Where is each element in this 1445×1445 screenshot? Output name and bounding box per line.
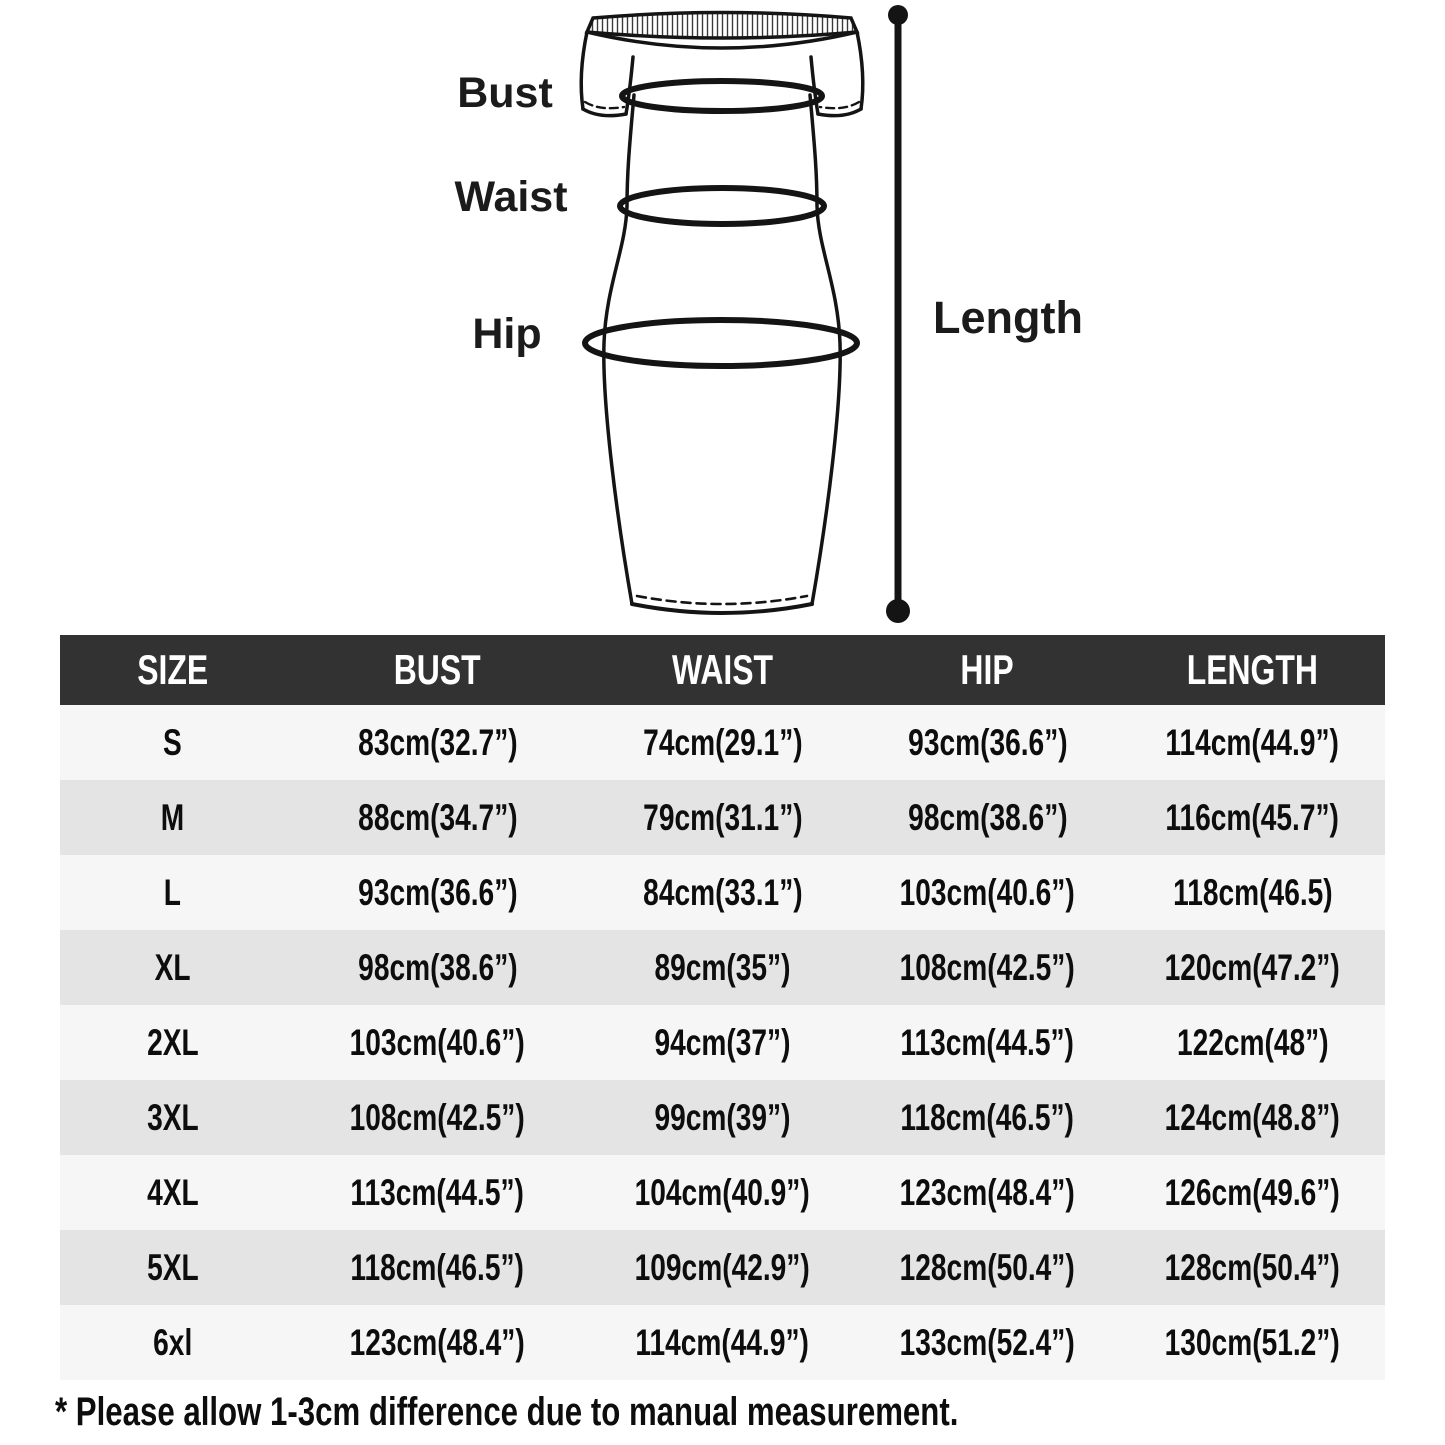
waist-value: 89cm(35”) xyxy=(654,946,791,988)
waist-value: 74cm(29.1”) xyxy=(642,721,803,763)
length-value: 124cm(48.8”) xyxy=(1164,1096,1341,1138)
cell-waist xyxy=(590,780,855,855)
cell-bust xyxy=(285,705,590,780)
col-header-hip xyxy=(855,635,1120,705)
cell-length xyxy=(1120,1155,1385,1230)
dress-body-left-edge xyxy=(604,95,634,604)
hip-value: 128cm(50.4”) xyxy=(899,1246,1076,1288)
cell-length xyxy=(1120,855,1385,930)
length-line-bottom-dot xyxy=(886,599,910,623)
cell-bust xyxy=(285,780,590,855)
hip-value: 123cm(48.4”) xyxy=(899,1171,1076,1213)
col-header-hip-label: HIP xyxy=(960,646,1015,693)
size-value: 4XL xyxy=(146,1171,199,1213)
measurement-disclaimer xyxy=(55,1390,1213,1435)
length-value: 116cm(45.7”) xyxy=(1165,796,1340,838)
dress-body-right-edge xyxy=(810,95,840,604)
cell-waist xyxy=(590,1005,855,1080)
left-cuff-stitch-dashed xyxy=(585,102,624,108)
cell-size xyxy=(60,930,285,1005)
cell-hip xyxy=(855,1305,1120,1380)
waist-value: 79cm(31.1”) xyxy=(642,796,803,838)
hip-value: 113cm(44.5”) xyxy=(900,1021,1075,1063)
cell-hip xyxy=(855,1155,1120,1230)
cell-hip xyxy=(855,705,1120,780)
bust-value: 113cm(44.5”) xyxy=(350,1171,525,1213)
cell-bust xyxy=(285,855,590,930)
hip-value: 103cm(40.6”) xyxy=(899,871,1076,913)
bust-measure-ellipse xyxy=(622,81,822,111)
cell-waist xyxy=(590,855,855,930)
cell-waist xyxy=(590,930,855,1005)
length-value: 118cm(46.5) xyxy=(1172,871,1333,913)
bust-value: 108cm(42.5”) xyxy=(350,1096,526,1138)
waist-value: 109cm(42.9”) xyxy=(634,1246,811,1288)
waist-label: Waist xyxy=(454,173,568,221)
cell-waist xyxy=(590,1230,855,1305)
right-sleeve-cuff xyxy=(818,109,861,116)
right-sleeve-outer-edge xyxy=(857,32,863,109)
hip-value: 98cm(38.6”) xyxy=(907,796,1068,838)
cell-hip xyxy=(855,930,1120,1005)
cell-size xyxy=(60,780,285,855)
bust-value: 123cm(48.4”) xyxy=(350,1321,526,1363)
bust-value: 83cm(32.7”) xyxy=(357,721,518,763)
col-header-size xyxy=(60,635,285,705)
size-chart-table xyxy=(60,635,1385,1380)
hip-value: 118cm(46.5”) xyxy=(900,1096,1075,1138)
cell-bust xyxy=(285,1005,590,1080)
size-value: 6xl xyxy=(153,1321,193,1363)
waist-value: 94cm(37”) xyxy=(654,1021,791,1063)
col-header-bust xyxy=(285,635,590,705)
cell-hip xyxy=(855,780,1120,855)
table-row-3xl xyxy=(60,1080,1385,1155)
cell-size xyxy=(60,1080,285,1155)
length-value: 130cm(51.2”) xyxy=(1164,1321,1341,1363)
cell-bust xyxy=(285,930,590,1005)
table-row-l xyxy=(60,855,1385,930)
waist-value: 84cm(33.1”) xyxy=(642,871,803,913)
right-cuff-stitch-dashed xyxy=(820,102,859,108)
cell-hip xyxy=(855,1005,1120,1080)
table-row-6xl xyxy=(60,1305,1385,1380)
cell-hip xyxy=(855,855,1120,930)
col-header-bust-label: BUST xyxy=(394,646,482,693)
length-label: Length xyxy=(933,292,1083,343)
length-value: 120cm(47.2”) xyxy=(1164,946,1341,988)
size-table-header-row xyxy=(60,635,1385,705)
length-value: 126cm(49.6”) xyxy=(1164,1171,1341,1213)
length-value: 122cm(48”) xyxy=(1176,1021,1329,1063)
table-row-5xl xyxy=(60,1230,1385,1305)
left-sleeve-outer-edge xyxy=(581,32,587,109)
cell-length xyxy=(1120,1305,1385,1380)
size-value: 5XL xyxy=(146,1246,199,1288)
length-line-top-dot xyxy=(888,5,908,25)
dress-hem-stitch-dashed xyxy=(637,596,807,604)
table-row-m xyxy=(60,780,1385,855)
cell-waist xyxy=(590,1155,855,1230)
hip-value: 133cm(52.4”) xyxy=(899,1321,1076,1363)
cell-hip xyxy=(855,1080,1120,1155)
dress-measurement-diagram xyxy=(0,0,1445,632)
length-value: 114cm(44.9”) xyxy=(1165,721,1340,763)
hip-value: 93cm(36.6”) xyxy=(907,721,1068,763)
bust-label: Bust xyxy=(457,69,553,117)
cell-length xyxy=(1120,930,1385,1005)
dress-outline-drawing xyxy=(581,13,863,614)
size-table-body xyxy=(60,705,1385,1380)
cell-size xyxy=(60,1155,285,1230)
waist-value: 104cm(40.9”) xyxy=(634,1171,811,1213)
cell-hip xyxy=(855,1230,1120,1305)
cell-size xyxy=(60,1305,285,1380)
size-value: 3XL xyxy=(146,1096,199,1138)
waist-measure-ellipse xyxy=(620,188,824,224)
cell-bust xyxy=(285,1155,590,1230)
cell-length xyxy=(1120,1230,1385,1305)
col-header-size-label: SIZE xyxy=(137,646,209,693)
cell-length xyxy=(1120,705,1385,780)
waist-value: 114cm(44.9”) xyxy=(635,1321,810,1363)
table-row-4xl xyxy=(60,1155,1385,1230)
bust-value: 98cm(38.6”) xyxy=(357,946,518,988)
waist-value: 99cm(39”) xyxy=(654,1096,791,1138)
cell-waist xyxy=(590,1080,855,1155)
cell-bust xyxy=(285,1080,590,1155)
cell-length xyxy=(1120,780,1385,855)
cell-size xyxy=(60,1005,285,1080)
cell-waist xyxy=(590,1305,855,1380)
cell-bust xyxy=(285,1230,590,1305)
size-value: L xyxy=(164,871,182,913)
col-header-waist xyxy=(590,635,855,705)
length-measure-line xyxy=(886,5,910,623)
size-value: XL xyxy=(154,946,191,988)
bust-value: 118cm(46.5”) xyxy=(350,1246,525,1288)
neckline-hatched-band xyxy=(587,13,857,39)
cell-size xyxy=(60,705,285,780)
table-row-xl xyxy=(60,930,1385,1005)
table-row-2xl xyxy=(60,1005,1385,1080)
col-header-length-label: LENGTH xyxy=(1186,646,1319,693)
cell-bust xyxy=(285,1305,590,1380)
measurement-disclaimer-text: * Please allow 1-3cm difference due to manual measurement. xyxy=(55,1390,959,1434)
size-value: S xyxy=(163,721,183,763)
left-sleeve-cuff xyxy=(583,109,626,116)
bust-value: 88cm(34.7”) xyxy=(357,796,518,838)
hip-measure-ellipse xyxy=(585,320,857,366)
dress-hem-line xyxy=(632,604,812,613)
bust-value: 103cm(40.6”) xyxy=(350,1021,526,1063)
hip-label: Hip xyxy=(472,310,542,358)
cell-length xyxy=(1120,1005,1385,1080)
cell-length xyxy=(1120,1080,1385,1155)
size-value: M xyxy=(160,796,185,838)
bust-value: 93cm(36.6”) xyxy=(357,871,518,913)
size-value: 2XL xyxy=(146,1021,199,1063)
cell-waist xyxy=(590,705,855,780)
cell-size xyxy=(60,1230,285,1305)
hip-value: 108cm(42.5”) xyxy=(899,946,1076,988)
cell-size xyxy=(60,855,285,930)
length-value: 128cm(50.4”) xyxy=(1164,1246,1341,1288)
col-header-waist-label: WAIST xyxy=(671,646,774,693)
table-row-s xyxy=(60,705,1385,780)
col-header-length xyxy=(1120,635,1385,705)
